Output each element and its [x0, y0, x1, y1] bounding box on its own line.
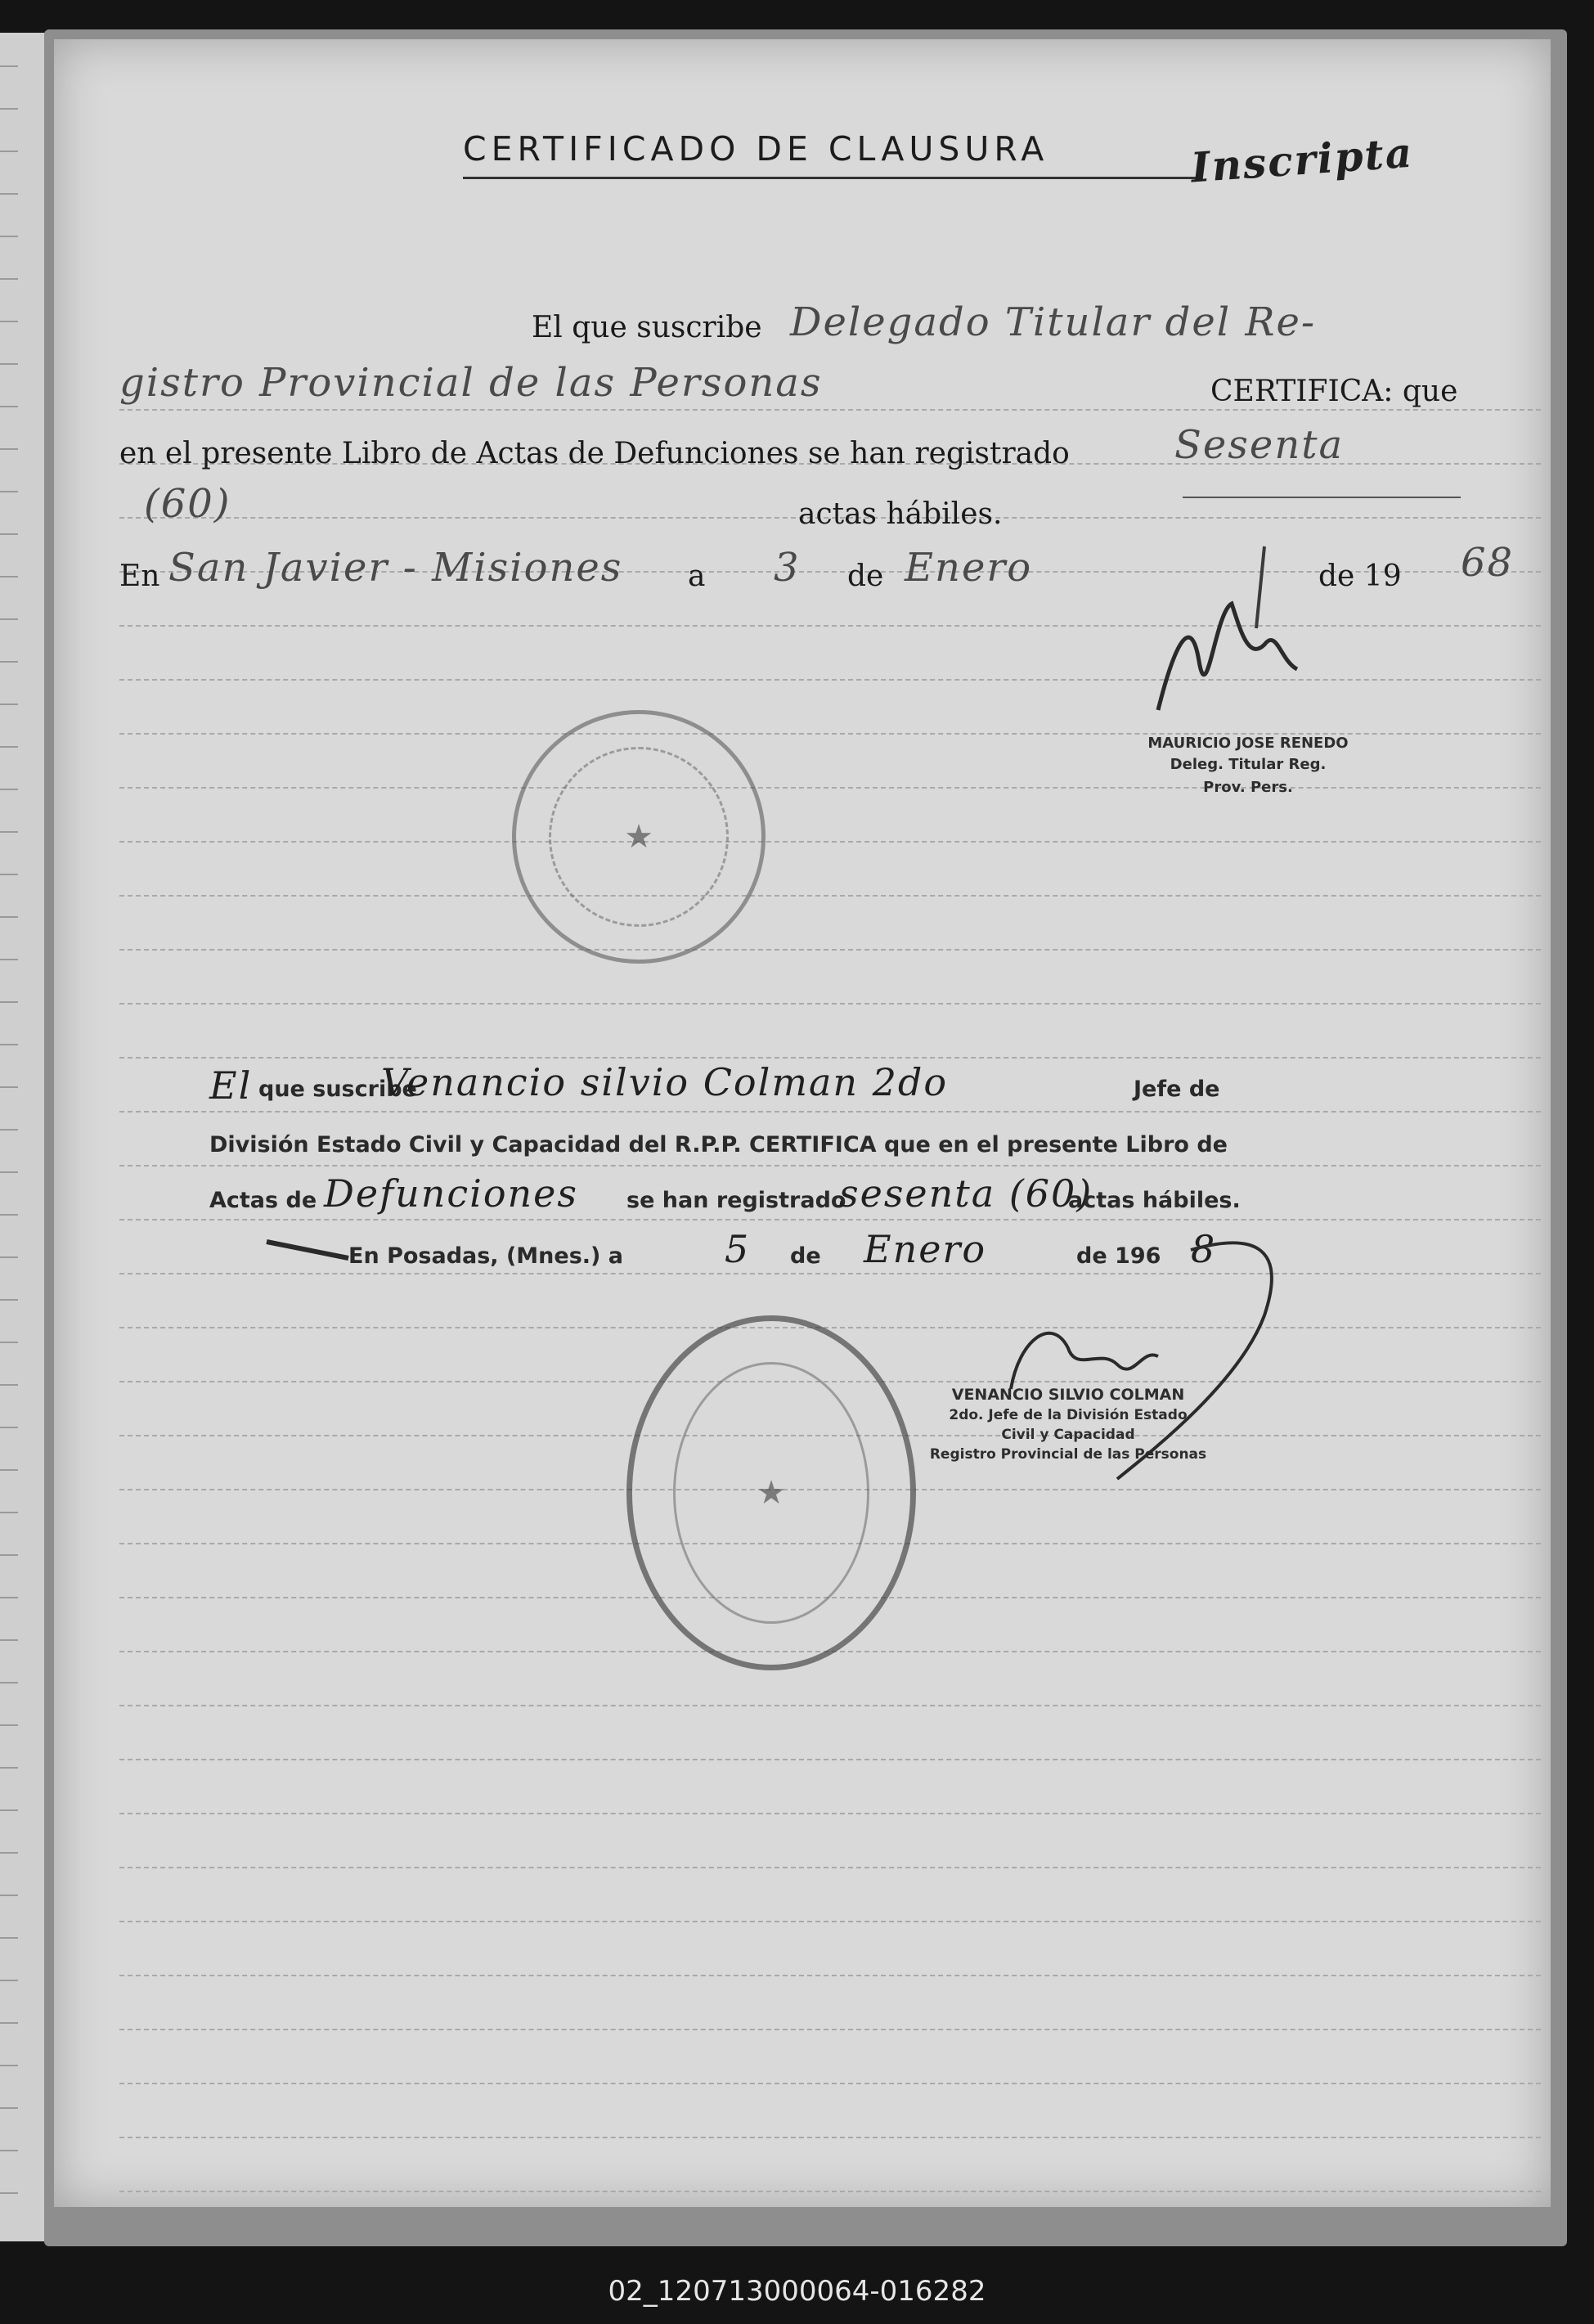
left-page-rule: [0, 1086, 18, 1088]
left-page-rule: [0, 65, 18, 67]
cert2-que-suscribe: que suscribe: [258, 1077, 417, 1102]
cert1-signature: [1158, 604, 1297, 710]
left-page-rule: [0, 1554, 18, 1556]
left-page-rule: [0, 1129, 18, 1131]
cert1-date-de: de: [847, 560, 884, 593]
left-page-rule: [0, 406, 18, 407]
left-page-rule: [0, 2107, 18, 2109]
left-page-rule: [0, 448, 18, 450]
left-page-rule: [0, 1895, 18, 1896]
left-page-rule: [0, 1512, 18, 1513]
cert1-signer-name: MAURICIO JOSE RENEDO: [1147, 735, 1349, 752]
left-page-rule: [0, 1682, 18, 1683]
cert1-role-handwritten: Delegado Titular del Re-: [790, 299, 1317, 345]
left-page-rule: [0, 1299, 18, 1301]
cert2-date-de: de: [790, 1243, 821, 1269]
left-page-rule: [0, 1001, 18, 1003]
signature-strokes: [54, 39, 1551, 2207]
cert2-signature: [1011, 1333, 1158, 1389]
left-page-rule: [0, 874, 18, 875]
cert1-count-number: (60): [144, 481, 231, 527]
cert1-year-handwritten: 68: [1461, 540, 1515, 586]
left-page-rule: [0, 1469, 18, 1471]
cert1-year-prefix: de 19: [1318, 560, 1402, 593]
left-page-rule: [0, 1342, 18, 1343]
registry-seal-stamp-1: ★: [512, 710, 766, 964]
cert2-signer-name: VENANCIO SILVIO COLMAN: [951, 1386, 1185, 1404]
cert2-year-prefix: de 196: [1076, 1243, 1161, 1269]
cert2-actas-de: Actas de: [209, 1188, 317, 1213]
left-page-rule: [0, 1767, 18, 1769]
left-page-rule: [0, 533, 18, 535]
left-page-rule: [0, 321, 18, 322]
cert1-signer-role: Deleg. Titular Reg.: [1170, 756, 1327, 773]
cert2-actas-habiles: actas hábiles.: [1068, 1188, 1241, 1213]
cert1-date-en: En: [119, 560, 160, 593]
left-page-rule: [0, 1597, 18, 1598]
left-page-rule: [0, 2065, 18, 2066]
left-page-rule: [0, 236, 18, 237]
cert1-month-handwritten: Enero: [905, 545, 1033, 591]
left-page-rule: [0, 151, 18, 152]
certificate-page: [54, 39, 1551, 2207]
cert2-day-handwritten: 5: [725, 1227, 751, 1271]
cert2-year-handwritten: 8: [1191, 1227, 1217, 1271]
left-page-rule: [0, 108, 18, 110]
cert1-place-handwritten: San Javier - Misiones: [168, 545, 623, 591]
left-page-rule: [0, 1214, 18, 1216]
cert2-el-handwritten: El: [209, 1063, 253, 1108]
cert1-day-handwritten: 3: [774, 545, 801, 591]
cert1-slash: [1256, 546, 1264, 628]
document-title: CERTIFICADO DE CLAUSURA: [463, 129, 1049, 169]
left-page-rule: [0, 2022, 18, 2024]
left-page-rule: [0, 1044, 18, 1045]
cert1-register-statement: en el presente Libro de Actas de Defunciones se han registrado: [119, 437, 1070, 470]
document-id-footer: 02_120713000064-016282: [608, 2274, 986, 2308]
left-page-rule: [0, 1980, 18, 1981]
cert2-count-handwritten: sesenta (60): [839, 1171, 1093, 1216]
title-annotation: Inscripta: [1189, 128, 1415, 192]
cert1-intro: El que suscribe: [532, 311, 762, 344]
cert1-count-words: Sesenta: [1174, 422, 1345, 468]
cert2-month-handwritten: Enero: [864, 1227, 987, 1271]
left-page-rule: [0, 1937, 18, 1939]
left-page-rule: [0, 1384, 18, 1386]
left-page-rule: [0, 1639, 18, 1641]
left-page-rule: [0, 831, 18, 833]
left-page-rule: [0, 703, 18, 705]
cert1-certifica: CERTIFICA: que: [1210, 375, 1458, 408]
left-page-rule: [0, 1256, 18, 1258]
left-page-rule: [0, 363, 18, 365]
left-page-rule: [0, 746, 18, 748]
cert2-signer-handwritten: Venancio silvio Colman 2do: [381, 1060, 949, 1104]
left-page-rule: [0, 1427, 18, 1428]
cert1-signer-org: Prov. Pers.: [1203, 779, 1293, 796]
cert2-signer-role: 2do. Jefe de la División Estado: [949, 1407, 1188, 1423]
left-page-rule: [0, 1852, 18, 1854]
left-page-rule: [0, 1724, 18, 1726]
left-page-rule: [0, 916, 18, 918]
left-page-rule: [0, 2192, 18, 2194]
left-page-rule: [0, 1171, 18, 1173]
left-page-rule: [0, 661, 18, 663]
left-page-rule: [0, 618, 18, 620]
left-page-rule: [0, 959, 18, 960]
left-page-rule: [0, 576, 18, 578]
cert2-division-statement: División Estado Civil y Capacidad del R.P.P. CERTIFICA que en el presente Libro de: [209, 1132, 1228, 1158]
registry-seal-stamp-2: ★: [626, 1315, 916, 1670]
cert2-type-handwritten: Defunciones: [324, 1171, 579, 1216]
left-page-rule: [0, 278, 18, 280]
left-page-rule: [0, 2150, 18, 2151]
cert2-signer-org: Registro Provincial de las Personas: [929, 1446, 1207, 1463]
cert2-se-han-registrado: se han registrado: [626, 1188, 846, 1213]
left-page-rule: [0, 789, 18, 790]
cert2-jefe-de: Jefe de: [1134, 1077, 1220, 1102]
cert1-date-a: a: [688, 560, 706, 593]
cert1-registry-handwritten: gistro Provincial de las Personas: [119, 360, 823, 406]
left-page-rule: [0, 193, 18, 195]
left-page-rule: [0, 1809, 18, 1811]
left-page-rule: [0, 491, 18, 492]
cert2-date-place: En Posadas, (Mnes.) a: [348, 1243, 623, 1269]
cert1-actas-habiles: actas hábiles.: [798, 497, 1003, 531]
cert2-signer-role-2: Civil y Capacidad: [1001, 1427, 1135, 1443]
cert2-arrow-mark: [267, 1242, 348, 1258]
